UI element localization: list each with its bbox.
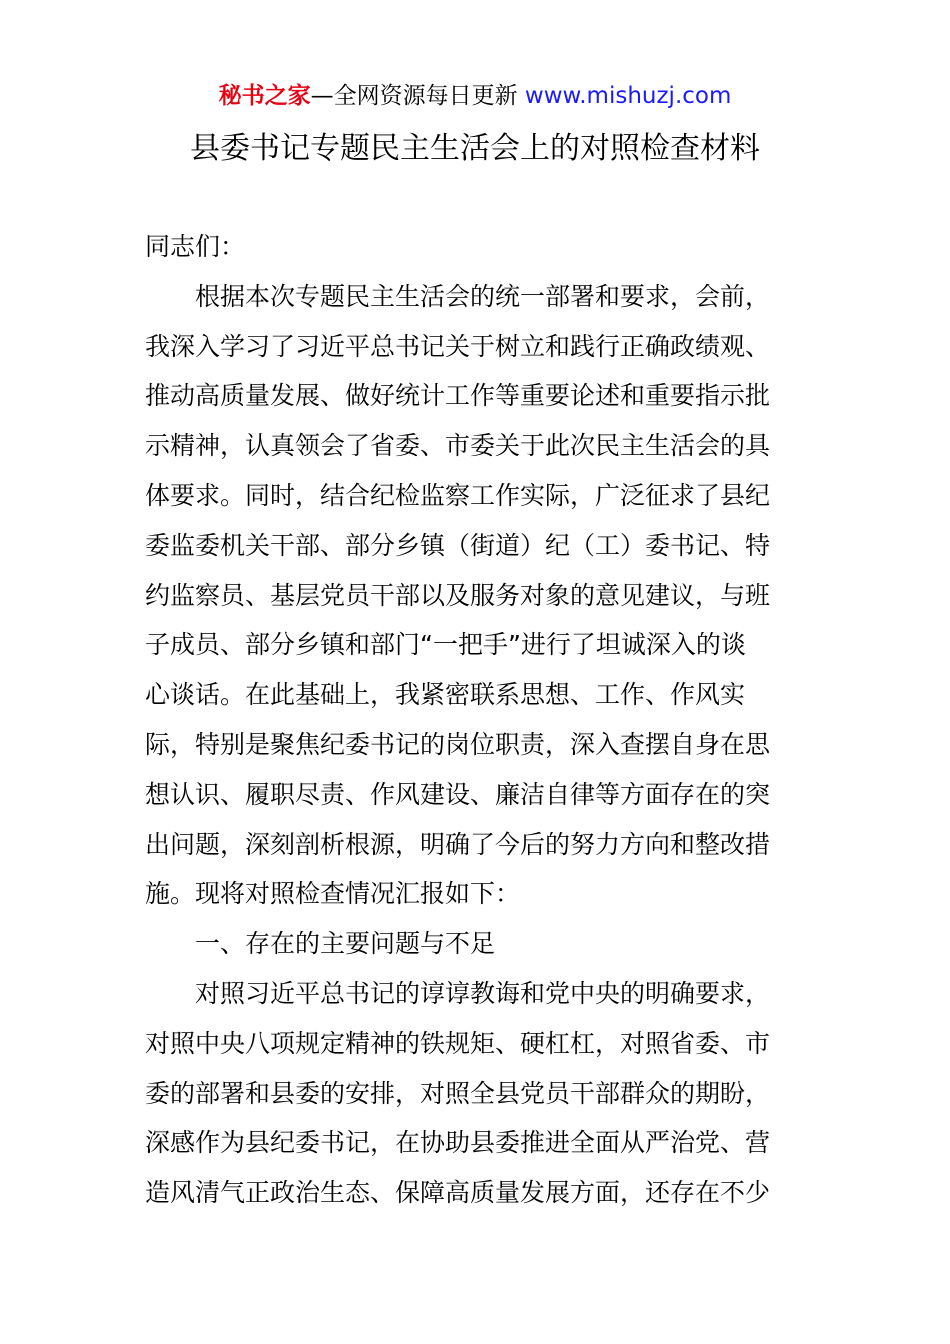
body-line: 约监察员、基层党员干部以及服务对象的意见建议，与班 (145, 580, 771, 610)
salutation: 同志们： (145, 232, 246, 261)
document-body (145, 222, 810, 1218)
document-title: 县委书记专题民主生活会上的对照检查材料 (190, 131, 760, 166)
body-line: 子成员、部分乡镇和部门“一把手”进行了坦诚深入的谈 (145, 630, 746, 660)
body-line: 深感作为县纪委书记，在协助县委推进全面从严治党、营 (145, 1128, 771, 1158)
body-line: 对照中央八项规定精神的铁规矩、硬杠杠，对照省委、市 (145, 1028, 771, 1058)
body-line: 我深入学习了习近平总书记关于树立和践行正确政绩观、 (145, 331, 771, 361)
header-tagline: —全网资源每日更新 (310, 83, 525, 109)
body-line: 出问题，深刻剖析根源，明确了今后的努力方向和整改措 (145, 829, 771, 859)
site-header (0, 80, 950, 112)
body-line: 示精神，认真领会了省委、市委关于此次民主生活会的具 (145, 431, 771, 461)
body-line: 委的部署和县委的安排，对照全县党员干部群众的期盼， (145, 1078, 771, 1108)
body-line: 施。现将对照检查情况汇报如下： (145, 879, 521, 909)
body-line: 体要求。同时，结合纪检监察工作实际，广泛征求了县纪 (145, 480, 771, 510)
body-line: 心谈话。在此基础上，我紧密联系思想、工作、作风实 (145, 680, 746, 710)
body-line: 想认识、履职尽责、作风建设、廉洁自律等方面存在的突 (145, 779, 771, 809)
body-line: 委监委机关干部、部分乡镇（街道）纪（工）委书记、特 (145, 530, 771, 560)
body-line: 对照习近平总书记的谆谆教诲和党中央的明确要求， (195, 978, 771, 1008)
section-heading: 一、存在的主要问题与不足 (195, 929, 496, 959)
site-url-link[interactable]: www.mishuzj.com (524, 83, 732, 109)
body-line: 根据本次专题民主生活会的统一部署和要求，会前， (195, 281, 771, 311)
brand-name: 秘书之家 (218, 83, 311, 109)
body-line: 造风清气正政治生态、保障高质量发展方面，还存在不少 (145, 1178, 771, 1208)
body-line: 推动高质量发展、做好统计工作等重要论述和重要指示批 (145, 381, 771, 411)
body-line: 际，特别是聚焦纪委书记的岗位职责，深入查摆自身在思 (145, 729, 771, 759)
